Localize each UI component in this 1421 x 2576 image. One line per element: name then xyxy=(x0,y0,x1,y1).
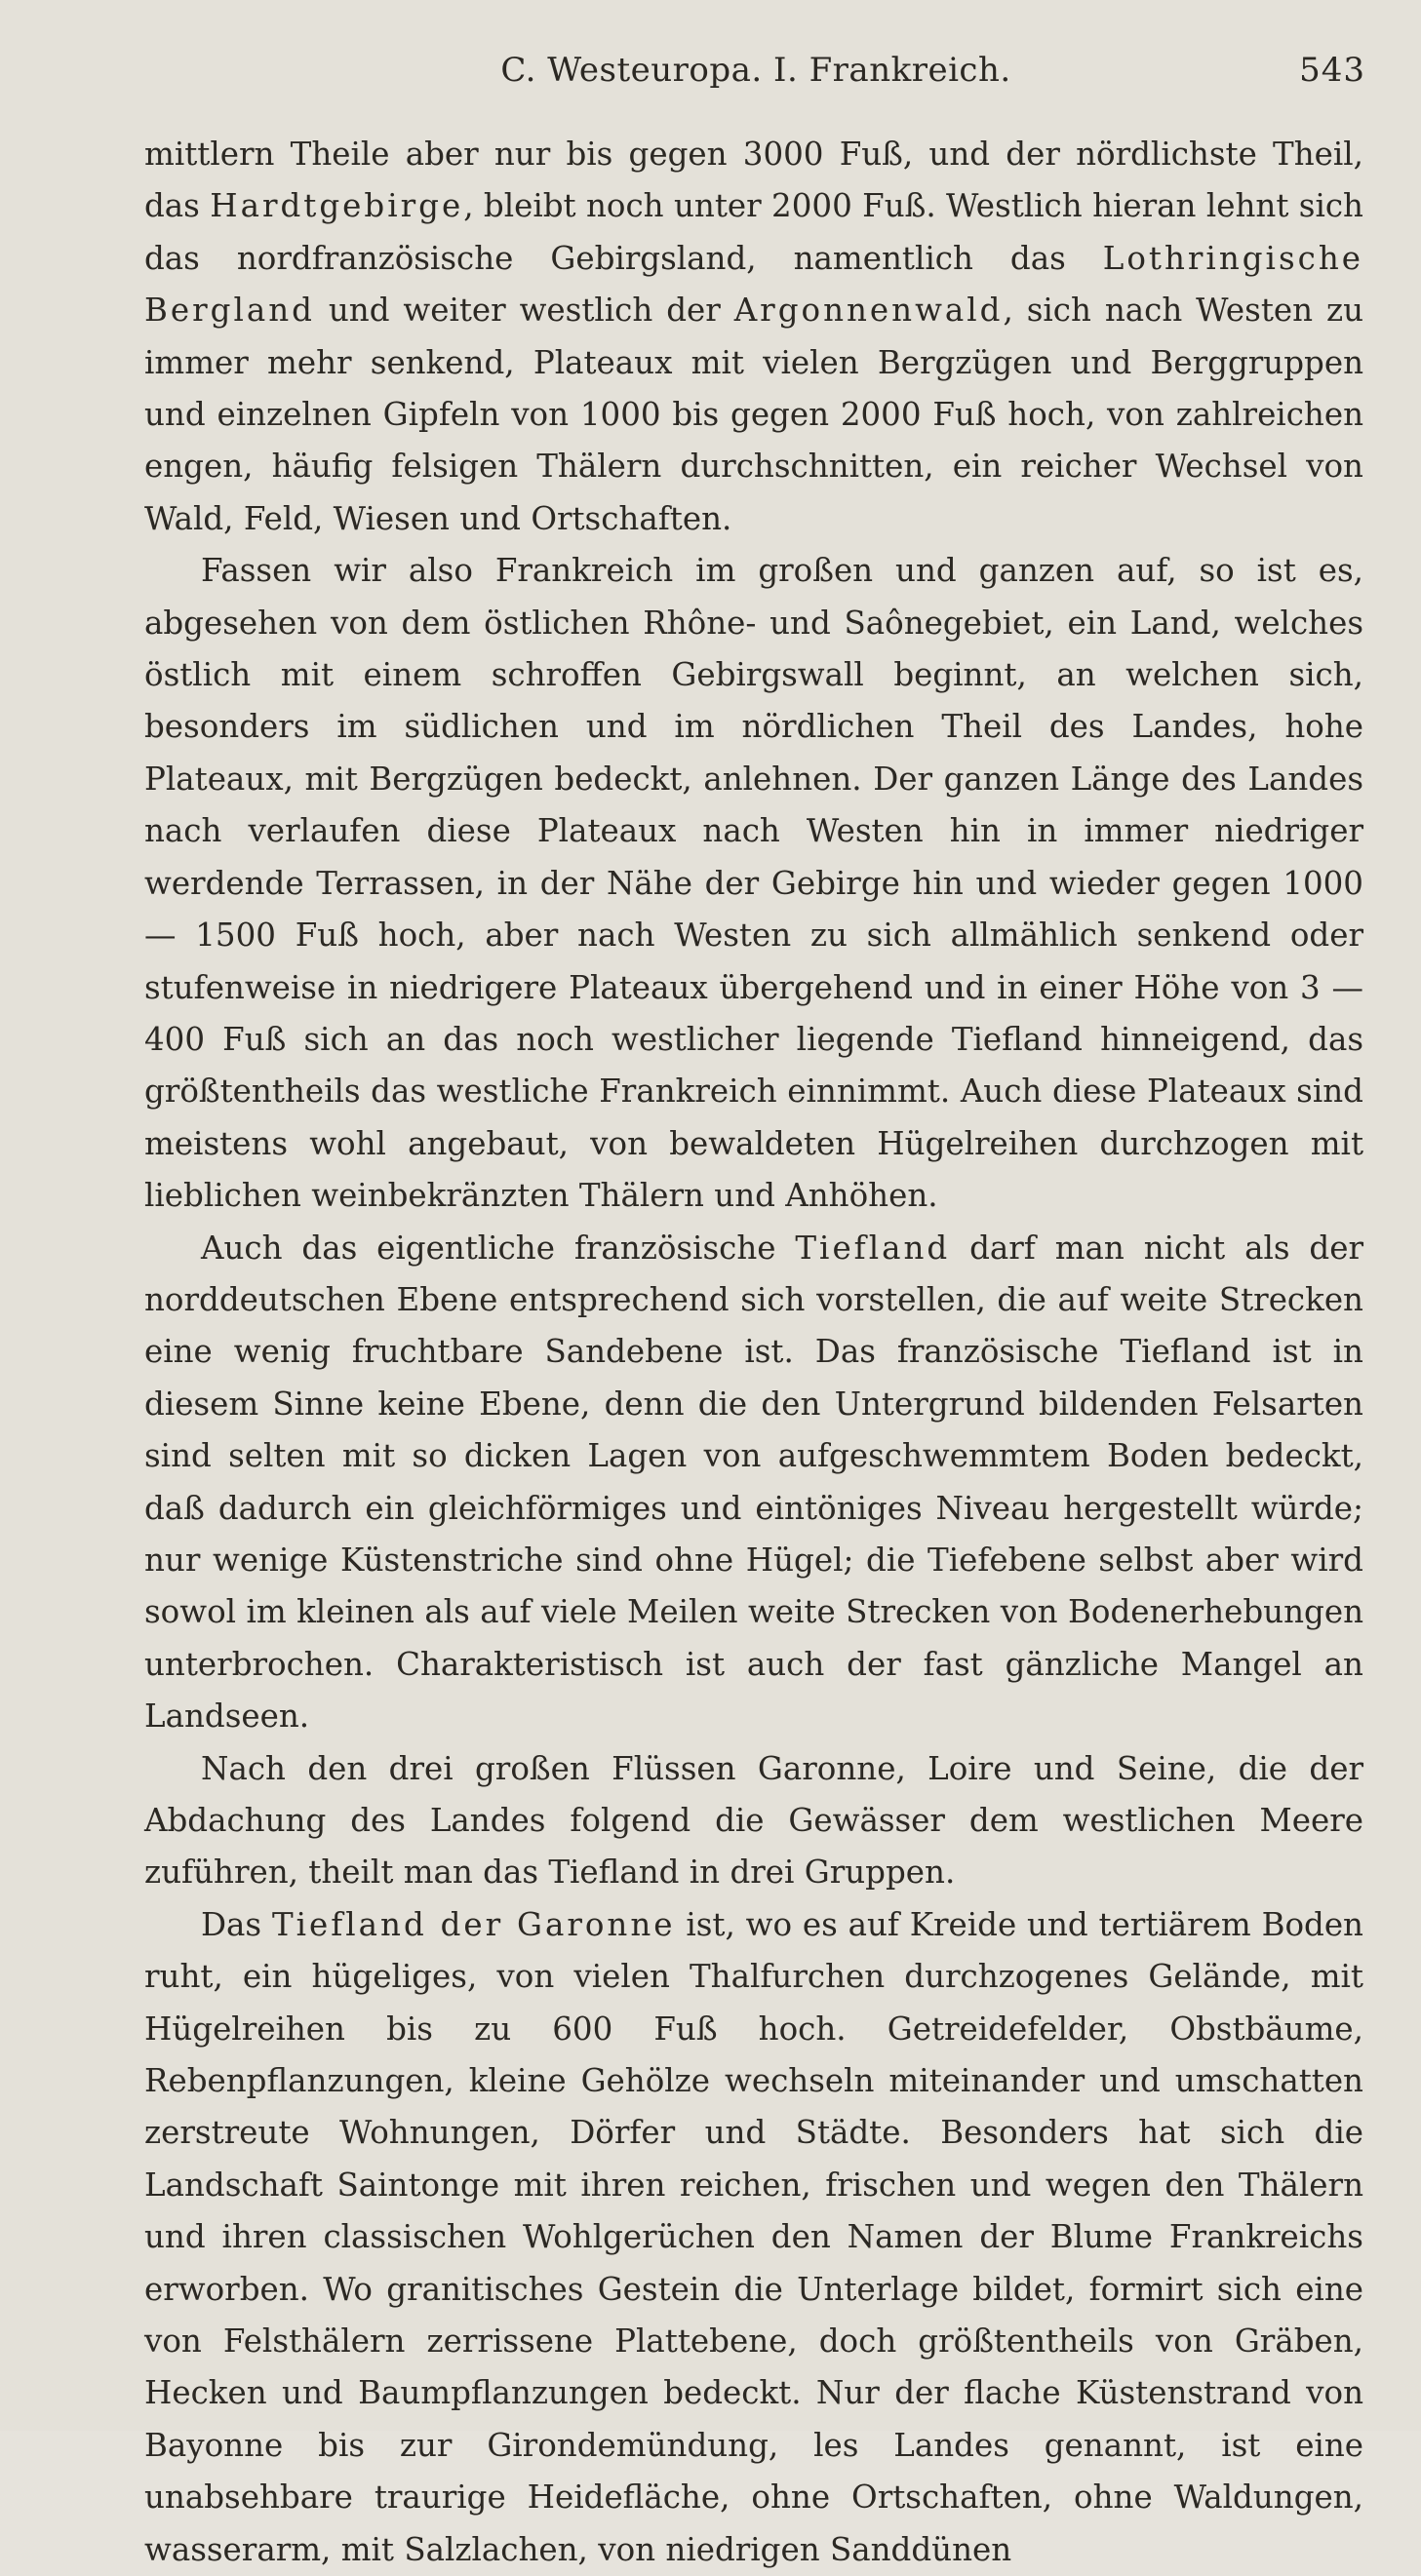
text-run: Fassen wir also Frankreich im großen und ganzen auf, so ist es, abgesehen von dem östlichen Rhône- und Saônegebiet, ein Land, welches östlich mit einem schroffen Gebirgswall beginnt, an welchen sich, besonders im südlichen und im nördlichen Theil des Landes, hohe Plateaux, mit Bergzügen bedeckt, anlehnen. Der ganzen Länge des Landes nach verlaufen diese Plateaux nach Westen hin in immer niedriger werdende Terrassen, in der Nähe der Gebirge hin und wieder gegen 1000 — 1500 Fuß hoch, aber nach Westen zu sich allmählich senkend oder stufenweise in niedrigere Plateaux übergehend und in einer Höhe von 3 — 400 Fuß sich an das noch westlicher liegende Tiefland hinneigend, das größtentheils das westliche Frankreich einnimmt. Auch diese Plateaux sind meistens wohl angebaut, von bewaldeten Hügelreihen durchzogen mit lieblichen weinbekränzten Thälern und Anhöhen. xyxy=(144,552,1363,1215)
text-run: und weiter westlich der xyxy=(314,292,734,330)
emphasized-term: Lothringische Bergland xyxy=(144,239,1363,330)
text-run: genannt, ist eine unabsehbare traurige Heidefläche, ohne Ortschaften, ohne Waldungen, wasserarm, mit Salzlachen, von niedrigen Sanddünen xyxy=(144,2426,1363,2568)
text-run: darf man nicht als der norddeutschen Ebene entsprechend sich vorstellen, die auf weite Strecken eine wenig fruchtbare Sandebene ist. Das französische Tiefland ist in diesem Sinne keine Ebene, denn die den Untergrund bildenden Felsarten sind selten mit so dicken Lagen von aufgeschwemmtem Boden bedeckt, daß dadurch ein gleichförmiges und eintöniges Niveau hergestellt würde; nur wenige Küstenstriche sind ohne Hügel; die Tiefebene selbst aber wird sowol im kleinen als auf viele Meilen weite Strecken von Bodenerhebungen unterbrochen. Charakteristisch ist auch der fast gänzliche Mangel an Landseen. xyxy=(144,1229,1363,1736)
paragraph xyxy=(144,129,1363,545)
text-run: Das xyxy=(201,1905,272,1943)
running-head: C. Westeuropa. I. Frankreich. xyxy=(500,51,1011,90)
paragraph xyxy=(144,545,1363,1222)
page-number: 543 xyxy=(1299,51,1365,90)
emphasized-term: Argonnenwald xyxy=(733,292,1004,330)
paragraph xyxy=(144,1899,1363,2576)
emphasized-term: Tiefland der Garonne xyxy=(271,1905,676,1943)
text-run: Nach den drei großen Flüssen Garonne, Loire und Seine, die der Abdachung des Landes folgend die Gewässer dem westlichen Meere zuführen, theilt man das Tiefland in drei Gruppen. xyxy=(144,1749,1363,1892)
text-run: ist, wo es auf Kreide und tertiärem Boden ruht, ein hügeliges, von vielen Thalfurchen durchzogenes Gelände, mit Hügelreihen bis zu 600 Fuß hoch. Getreidefelder, Obstbäume, Rebenpflanzungen, kleine Gehölze wechseln miteinander und umschatten zerstreute Wohnungen, Dörfer und Städte. Besonders hat sich die Landschaft Saintonge mit ihren reichen, frischen und wegen den Thälern und ihren classischen Wohlgerüchen den Namen der Blume Frankreichs erworben. Wo granitisches Gestein die Unterlage bildet, formirt sich eine von Felsthälern zerrissene Plattebene, doch größtentheils von Gräben, Hecken und Baumpflanzungen bedeckt. Nur der flache Küstenstrand von Bayonne bis zur Girondemündung, xyxy=(144,1905,1363,2464)
page-header xyxy=(146,51,1365,109)
text-run: Auch das eigentliche französische xyxy=(201,1229,796,1267)
text-run: , bleibt noch unter 2000 Fuß. Westlich hieran lehnt sich das nordfranzösische Gebirgsland, namentlich das xyxy=(144,187,1363,277)
emphasized-term: Hardtgebirge xyxy=(210,187,464,225)
body-text xyxy=(144,129,1363,2576)
emphasized-term: Tiefland xyxy=(795,1229,951,1267)
text-run: , sich nach Westen zu immer mehr senkend, Plateaux mit vielen Bergzügen und Berggruppen und einzelnen Gipfeln von 1000 bis gegen 2000 Fuß hoch, von zahlreichen engen, häufig felsigen Thälern durchschnitten, ein reicher Wechsel von Wald, Feld, Wiesen und Ortschaften. xyxy=(144,292,1364,537)
text-run: mittlern Theile aber nur bis gegen 3000 Fuß, und der nördlichste Theil, das xyxy=(144,136,1363,225)
text-run: les Landes xyxy=(813,2426,1009,2464)
paragraph xyxy=(144,1223,1363,1743)
paragraph xyxy=(144,1743,1363,1899)
